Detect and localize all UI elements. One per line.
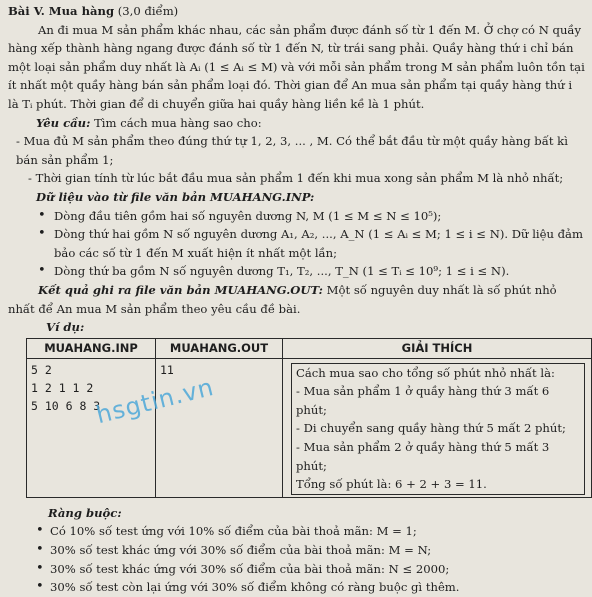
constraint-item: • 30% số test khác ứng với 30% số điểm của bài thoả mãn: M = N;: [8, 541, 586, 560]
table-header: GIẢI THÍCH: [283, 338, 592, 358]
score-text: (3,0 điểm): [117, 4, 179, 18]
output-heading: Kết quả ghi ra file văn bản MUAHANG.OUT:: [38, 282, 323, 297]
example-explanation: [283, 358, 592, 497]
requirement-item: - Mua đủ M sản phẩm theo đúng thứ tự 1, 2, 3, ... , M. Có thể bắt đầu từ một quầy hàng bất kì bán sản phẩm 1;: [16, 134, 568, 167]
explanation-line: - Di chuyển sang quầy hàng thứ 5 mất 2 phút;: [296, 421, 566, 436]
input-heading: Dữ liệu vào từ file văn bản MUAHANG.INP:: [36, 189, 315, 204]
example-label: Ví dụ:: [46, 320, 85, 335]
requirement-item: - Thời gian tính từ lúc bắt đầu mua sản phẩm 1 đến khi mua xong sản phẩm M là nhỏ nhất;: [28, 171, 564, 186]
constraint-item: • 30% số test khác ứng với 30% số điểm của bài thoả mãn: N ≤ 2000;: [8, 560, 586, 579]
requirement-label: Yêu cầu:: [36, 115, 91, 130]
constraints-label: Ràng buộc:: [48, 505, 122, 520]
title-text: Bài V. Mua hàng: [8, 4, 115, 18]
table-header-row: [27, 338, 592, 358]
constraint-item: • 30% số test còn lại ứng với 30% số điểm không có ràng buộc gì thêm.: [8, 578, 586, 597]
table-header: MUAHANG.INP: [27, 338, 156, 358]
example-input: 5 2 1 2 1 1 2 5 10 6 8 3: [27, 358, 156, 497]
input-line: • Dòng thứ ba gồm N số nguyên dương T₁, T₂, ..., T_N (1 ≤ Tᵢ ≤ 10⁹; 1 ≤ i ≤ N).: [8, 262, 586, 281]
explanation-line: - Mua sản phẩm 2 ở quầy hàng thứ 5 mất 3 phút;: [296, 440, 550, 473]
intro-paragraph: An đi mua M sản phẩm khác nhau, các sản phẩm được đánh số từ 1 đến M. Ở chợ có N quầy hàng xếp thành hàng ngang được đánh số từ 1 đến N, từ trái sang phải. Quầy hàng thứ i chỉ bán một loại sản phẩm duy nhất là Aᵢ (1 ≤ Aᵢ ≤ M) và với mỗi sản phẩm trong M sản phẩm luôn tồn tại ít nhất một quầy hàng bán sản phẩm loại đó. Thời gian để An mua sản phẩm tại quầy hàng thứ i là Tᵢ phút. Thời gian để di chuyển giữa hai quầy hàng liền kề là 1 phút.: [8, 22, 585, 111]
table-row: [27, 358, 592, 497]
example-output: 11: [156, 358, 283, 497]
input-line: • Dòng thứ hai gồm N số nguyên dương A₁, A₂, ..., A_N (1 ≤ Aᵢ ≤ M; 1 ≤ i ≤ N). Dữ liệu đảm bảo các số từ 1 đến M xuất hiện ít nhất một lần;: [8, 225, 586, 262]
table-header: MUAHANG.OUT: [156, 338, 283, 358]
constraint-item: • Có 10% số test ứng với 10% số điểm của bài thoả mãn: M = 1;: [8, 522, 586, 541]
requirement-text: Tìm cách mua hàng sao cho:: [90, 115, 262, 130]
explanation-line: - Mua sản phẩm 1 ở quầy hàng thứ 3 mất 6 phút;: [296, 384, 550, 417]
watermark: hsgtin.vn: [93, 372, 217, 430]
explanation-line: Cách mua sao cho tổng số phút nhỏ nhất là:: [296, 365, 555, 380]
explanation-box: [291, 363, 585, 495]
explanation-line: Tổng số phút là: 6 + 2 + 3 = 11.: [296, 477, 487, 492]
output-text: Một số nguyên duy nhất là số phút nhỏ nhất để An mua M sản phẩm theo yêu cầu đề bài.: [8, 282, 557, 316]
input-line: • Dòng đầu tiên gồm hai số nguyên dương N, M (1 ≤ M ≤ N ≤ 10⁵);: [8, 207, 586, 226]
problem-title: [8, 2, 586, 21]
requirement-line: [8, 114, 586, 133]
output-line: [8, 281, 586, 318]
